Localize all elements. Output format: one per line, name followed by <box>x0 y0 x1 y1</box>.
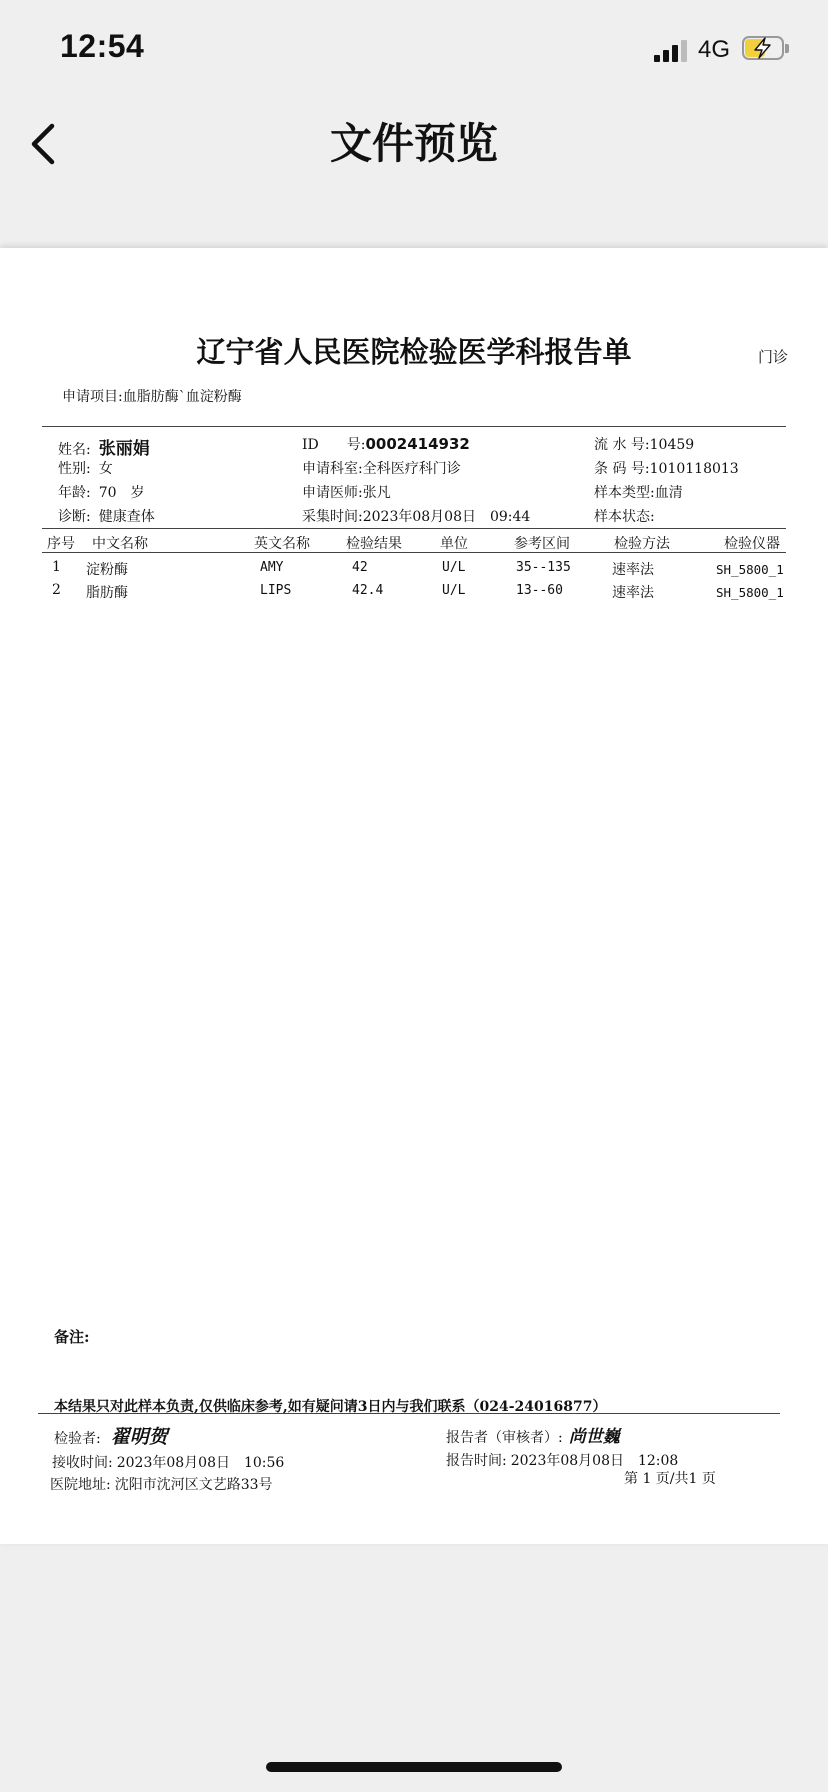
patient-age <box>58 482 145 502</box>
received-time <box>52 1452 284 1472</box>
disclaimer: 本结果只对此样本负责,仅供临床参考,如有疑问请3日内与我们联系（024-24016877） <box>54 1399 607 1415</box>
divider <box>42 426 786 427</box>
divider <box>38 1413 780 1414</box>
status-bar <box>0 0 828 100</box>
reported-time <box>446 1450 678 1470</box>
sample-state <box>594 506 655 526</box>
row-range: 35--135 <box>516 560 571 575</box>
row-no: 2 <box>52 582 61 598</box>
sample-type <box>594 482 683 502</box>
collect-value: 2023年08月08日 09:44 <box>362 509 531 525</box>
col-header-result: 检验结果 <box>346 536 402 552</box>
inspector <box>54 1422 168 1449</box>
divider <box>42 528 786 529</box>
dept-value: 全科医疗科门诊 <box>362 461 461 477</box>
reported-value: 2023年08月08日 12:08 <box>510 1453 679 1469</box>
row-en-name: LIPS <box>260 583 292 598</box>
barcode-label: 条 码 号: <box>594 461 650 477</box>
barcode <box>594 458 739 478</box>
col-header-cn-name: 中文名称 <box>92 536 148 552</box>
patient-gender <box>58 458 113 478</box>
request-items: 申请项目:血脂肪酶`血淀粉酶 <box>62 389 242 405</box>
col-header-en-name: 英文名称 <box>254 536 310 552</box>
received-value: 2023年08月08日 10:56 <box>116 1455 285 1471</box>
row-method: 速率法 <box>612 562 654 578</box>
diagnosis-value: 健康查体 <box>98 509 155 525</box>
col-header-unit: 单位 <box>440 536 468 552</box>
nav-bar <box>0 100 828 248</box>
report-title: 辽宁省人民医院检验医学科报告单 <box>196 335 632 369</box>
patient-diagnosis <box>58 506 155 526</box>
status-time: 12:54 <box>60 28 145 64</box>
row-cn-name: 脂肪酶 <box>86 585 128 601</box>
age-label: 年龄: <box>58 485 91 501</box>
collect-time <box>302 506 530 526</box>
row-cn-name: 淀粉酶 <box>86 562 128 578</box>
inspector-label: 检验者: <box>54 1431 101 1447</box>
diagnosis-label: 诊断: <box>58 509 91 525</box>
dept-label: 申请科室: <box>302 461 363 477</box>
gender-value: 女 <box>98 461 113 477</box>
row-no: 1 <box>52 559 61 575</box>
document-preview[interactable] <box>0 248 828 1544</box>
patient-id <box>302 434 470 454</box>
col-header-no: 序号 <box>47 536 75 552</box>
visit-type: 门诊 <box>758 348 789 366</box>
collect-label: 采集时间: <box>302 509 363 525</box>
gender-label: 性别: <box>58 461 91 477</box>
reviewer <box>446 1422 620 1447</box>
home-indicator[interactable] <box>266 1762 562 1772</box>
serial-label: 流 水 号: <box>594 437 650 453</box>
id-value: 0002414932 <box>365 435 470 453</box>
row-method: 速率法 <box>612 585 654 601</box>
request-doctor <box>302 482 391 502</box>
address-label: 医院地址: <box>50 1477 111 1493</box>
serial-value: 10459 <box>649 437 695 453</box>
row-result: 42.4 <box>352 583 384 598</box>
row-device: SH_5800_1 <box>716 562 784 577</box>
divider <box>42 552 786 553</box>
reported-label: 报告时间: <box>446 1453 507 1469</box>
sample-state-label: 样本状态: <box>594 509 655 525</box>
network-type: 4G <box>698 36 731 63</box>
col-header-range: 参考区间 <box>514 536 570 552</box>
inspector-signature: 翟明贺 <box>110 1426 168 1448</box>
reviewer-label: 报告者（审核者）: <box>446 1430 563 1446</box>
name-value: 张丽娟 <box>98 439 150 459</box>
lab-report <box>0 248 828 1544</box>
col-header-method: 检验方法 <box>614 536 670 552</box>
hospital-address <box>50 1474 273 1494</box>
row-unit: U/L <box>442 583 466 598</box>
remarks-label: 备注: <box>54 1328 90 1346</box>
patient-name <box>58 434 150 459</box>
id-label: ID 号: <box>302 437 366 453</box>
page-title: 文件预览 <box>329 119 498 168</box>
row-en-name: AMY <box>260 560 284 575</box>
row-result: 42 <box>352 560 368 575</box>
address-value: 沈阳市沈河区文艺路33号 <box>114 1477 273 1493</box>
doctor-label: 申请医师: <box>302 485 363 501</box>
signal-icon <box>654 40 690 62</box>
sample-type-label: 样本类型: <box>594 485 655 501</box>
sample-type-value: 血清 <box>654 485 683 501</box>
barcode-value: 1010118013 <box>649 461 739 477</box>
page-indicator: 第 1 页/共1 页 <box>624 1471 716 1487</box>
battery-charging-icon <box>742 36 790 62</box>
name-label: 姓名: <box>58 442 91 458</box>
row-unit: U/L <box>442 560 466 575</box>
serial-number <box>594 434 694 454</box>
age-value: 70 岁 <box>98 485 145 501</box>
col-header-device: 检验仪器 <box>724 536 780 552</box>
received-label: 接收时间: <box>52 1455 113 1471</box>
reviewer-signature: 尚世巍 <box>568 1427 620 1447</box>
row-device: SH_5800_1 <box>716 585 784 600</box>
row-range: 13--60 <box>516 583 563 598</box>
doctor-value: 张凡 <box>362 485 391 501</box>
request-dept <box>302 458 461 478</box>
